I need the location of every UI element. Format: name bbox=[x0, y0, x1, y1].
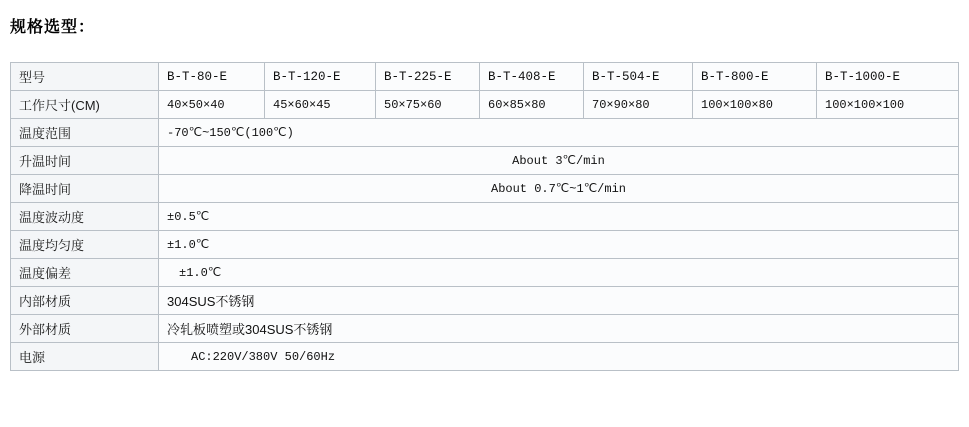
specification-table-container bbox=[10, 62, 958, 371]
cell-cooling-time: About 0.7℃~1℃/min bbox=[159, 175, 959, 203]
column-header-model-1: B-T-80-E bbox=[159, 63, 265, 91]
cell-heating-time: About 3℃/min bbox=[159, 147, 959, 175]
table-row bbox=[11, 203, 959, 231]
table-row bbox=[11, 287, 959, 315]
cell-work-size-2: 45×60×45 bbox=[265, 91, 376, 119]
cell-work-size-6: 100×100×80 bbox=[693, 91, 817, 119]
table-row bbox=[11, 315, 959, 343]
row-label-inner-material: 内部材质 bbox=[11, 287, 159, 315]
cell-work-size-1: 40×50×40 bbox=[159, 91, 265, 119]
page-title: 规格选型： bbox=[10, 19, 96, 36]
row-label-power-supply: 电源 bbox=[11, 343, 159, 371]
column-header-model-5: B-T-504-E bbox=[584, 63, 693, 91]
cell-temperature-uniformity: ±1.0℃ bbox=[159, 231, 959, 259]
column-header-model-6: B-T-800-E bbox=[693, 63, 817, 91]
column-header-model-2: B-T-120-E bbox=[265, 63, 376, 91]
cell-work-size-5: 70×90×80 bbox=[584, 91, 693, 119]
cell-work-size-7: 100×100×100 bbox=[817, 91, 959, 119]
row-label-outer-material: 外部材质 bbox=[11, 315, 159, 343]
table-row bbox=[11, 91, 959, 119]
cell-temperature-fluctuation: ±0.5℃ bbox=[159, 203, 959, 231]
row-label-temperature-deviation: 温度偏差 bbox=[11, 259, 159, 287]
table-row bbox=[11, 175, 959, 203]
row-label-heating-time: 升温时间 bbox=[11, 147, 159, 175]
cell-outer-material: 冷轧板喷塑或304SUS不锈钢 bbox=[159, 315, 959, 343]
row-label-temperature-uniformity: 温度均匀度 bbox=[11, 231, 159, 259]
row-label-temperature-range: 温度范围 bbox=[11, 119, 159, 147]
column-header-model-4: B-T-408-E bbox=[480, 63, 584, 91]
cell-inner-material: 304SUS不锈钢 bbox=[159, 287, 959, 315]
table-body bbox=[11, 63, 959, 371]
column-header-model-3: B-T-225-E bbox=[376, 63, 480, 91]
table-row bbox=[11, 259, 959, 287]
specification-table bbox=[10, 62, 959, 371]
table-header-row bbox=[11, 63, 959, 91]
row-label-work-size: 工作尺寸(CM) bbox=[11, 91, 159, 119]
table-row bbox=[11, 119, 959, 147]
column-header-model-7: B-T-1000-E bbox=[817, 63, 959, 91]
table-row bbox=[11, 147, 959, 175]
table-row bbox=[11, 343, 959, 371]
column-header-model-label: 型号 bbox=[11, 63, 159, 91]
cell-temperature-deviation: ±1.0℃ bbox=[159, 259, 959, 287]
cell-work-size-4: 60×85×80 bbox=[480, 91, 584, 119]
row-label-temperature-fluctuation: 温度波动度 bbox=[11, 203, 159, 231]
cell-temperature-range: -70℃~150℃(100℃) bbox=[159, 119, 959, 147]
cell-power-supply: AC:220V/380V 50/60Hz bbox=[159, 343, 959, 371]
table-row bbox=[11, 231, 959, 259]
row-label-cooling-time: 降温时间 bbox=[11, 175, 159, 203]
cell-work-size-3: 50×75×60 bbox=[376, 91, 480, 119]
